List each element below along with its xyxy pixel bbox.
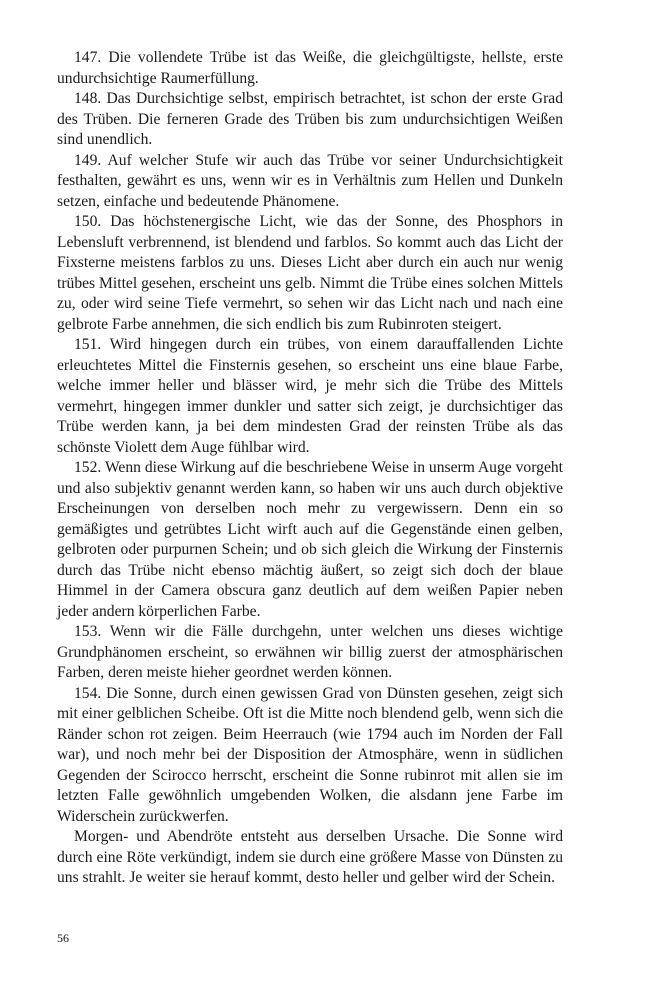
paragraph-154: 154. Die Sonne, durch einen gewissen Grad von Dünsten gesehen, zeigt sich mit einer gelblichen Scheibe. Oft ist die Mitte noch blendend gelb, wenn sich die Ränder schon rot zeigen. Beim Heerrauch (wie 1794 auch im Norden der Fall war), und noch mehr bei der Disposition der Atmosphäre, wenn in südlichen Gegenden der Scirocco herrscht, erscheint die Sonne rubinrot mit allen sie im letzten Falle gewöhnlich umgebenden Wolken, die alsdann jene Farbe im Widerschein zurückwerfen. [57, 684, 563, 825]
paragraph-151: 151. Wird hingegen durch ein trübes, von einem darauffallenden Lichte erleuchtetes Mittel die Finsternis gesehen, so erscheint uns eine blaue Farbe, welche immer heller und blässer wird, je mehr sich die Trübe des Mittels vermehrt, hingegen immer dunkler und satter sich zeigt, je durchsichtiger das Trübe werden kann, ja bei dem mindesten Grad der reinsten Trübe als das schönste Violett dem Auge fühlbar wird. [57, 336, 563, 456]
paragraph-150: 150. Das höchstenergische Licht, wie das der Sonne, des Phosphors in Lebensluft verbrennend, ist blendend und farblos. So kommt auch das Licht der Fixsterne meistens farblos zu uns. Dieses Licht aber durch ein auch nur wenig trübes Mittel gesehen, erscheint uns gelb. Nimmt die Trübe eines solchen Mittels zu, oder wird seine Tiefe vermehrt, so sehen wir das Licht nach und nach eine gelbrote Farbe annehmen, die sich endlich bis zum Rubinroten steigert. [57, 213, 563, 333]
paragraph-149: 149. Auf welcher Stufe wir auch das Trübe vor seiner Undurchsichtigkeit festhalten, gewährt es uns, wenn wir es in Verhältnis zum Hellen und Dunkeln setzen, einfache und bedeutende Phänomene. [57, 151, 563, 210]
paragraph-148: 148. Das Durchsichtige selbst, empirisch betrachtet, ist schon der erste Grad des Trüben. Die ferneren Grade des Trüben bis zum undurchsichtigen Weißen sind unendlich. [57, 90, 563, 148]
paragraph-147: 147. Die vollendete Trübe ist das Weiße, die gleichgültigste, hellste, erste undurchsichtige Raumerfüllung. [57, 49, 563, 87]
page-number: 56 [57, 931, 69, 945]
paragraph-morgen-abendroete: Morgen- und Abendröte entsteht aus derselben Ursache. Die Sonne wird durch eine Röte verkündigt, indem sie durch eine größere Masse von Dünsten zu uns strahlt. Je weiter sie herauf kommt, desto heller und gelber wird der Schein. [57, 828, 563, 886]
paragraph-153: 153. Wenn wir die Fälle durchgehn, unter welchen uns dieses wichtige Grundphänomen erscheint, so erwähnen wir billig zuerst der atmosphärischen Farben, deren meiste hieher geordnet werden können. [57, 623, 563, 681]
paragraph-152: 152. Wenn diese Wirkung auf die beschriebene Weise in unserm Auge vorgeht und also subjektiv genannt werden kann, so haben wir uns auch durch objektive Erscheinungen von derselben noch mehr zu vergewissern. Denn ein so gemäßigtes und getrübtes Licht wirft auch auf die Gegenstände einen gelben, gelbroten oder purpurnen Schein; und ob sich gleich die Wirkung der Finsternis durch das Trübe nicht ebenso mächtig äußert, so zeigt sich doch der blaue Himmel in der Camera obscura ganz deutlich auf dem weißen Papier neben jeder andern körperlichen Farbe. [57, 459, 563, 620]
page-body [57, 48, 563, 889]
